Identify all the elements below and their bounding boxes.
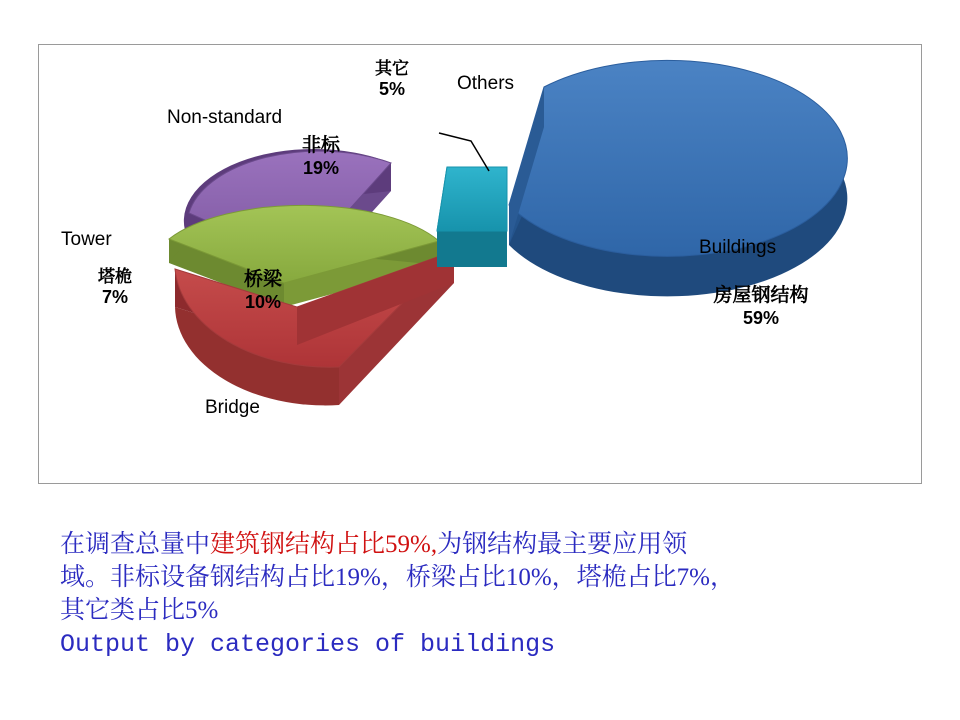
caption-block <box>60 528 930 663</box>
slice-label-nonstandard-cn: 非标 <box>301 135 340 156</box>
slice-label-others-cn: 其它 <box>375 59 409 78</box>
slice-value-bridge: 10% <box>244 291 282 312</box>
caption-line-3: 其它类占比5% <box>60 597 219 624</box>
slice-label-bridge-cn: 桥梁 <box>243 269 282 290</box>
slice-label-buildings-en: Buildings <box>699 237 777 258</box>
caption-line-1-part-a: 在调查总量中 <box>60 531 211 558</box>
slice-value-buildings: 59% <box>742 307 780 328</box>
caption-line-1-part-c: 为钢结构最主要应用领 <box>437 531 688 558</box>
pie-slice-others[interactable] <box>437 167 507 267</box>
slice-label-others <box>339 59 445 101</box>
caption-line-4: Output by categories of buildings <box>60 630 556 659</box>
chart-panel <box>38 44 922 484</box>
slice-label-tower <box>69 267 161 309</box>
slice-value-tower: 7% <box>101 287 128 308</box>
pie-slice-buildings[interactable] <box>509 60 847 296</box>
slice-label-buildings <box>671 285 851 329</box>
slice-label-bridge-en: Bridge <box>205 397 260 418</box>
slice-label-buildings-cn: 房屋钢结构 <box>713 285 809 306</box>
slice-label-nonstandard <box>261 135 381 179</box>
slice-label-nonstandard-en: Non-standard <box>167 107 283 128</box>
caption-line-1-highlight: 建筑钢结构占比59%, <box>210 531 438 558</box>
slice-label-others-en: Others <box>457 73 515 94</box>
caption-line-1 <box>60 528 930 561</box>
caption-line-2: 域。非标设备钢结构占比19%，桥梁占比10%，塔桅占比7%， <box>60 564 735 591</box>
slice-label-bridge <box>207 269 319 313</box>
slice-value-others: 5% <box>378 79 405 100</box>
slice-label-tower-en: Tower <box>61 229 112 250</box>
slice-value-nonstandard: 19% <box>302 157 340 178</box>
slice-label-tower-cn: 塔桅 <box>98 267 132 286</box>
